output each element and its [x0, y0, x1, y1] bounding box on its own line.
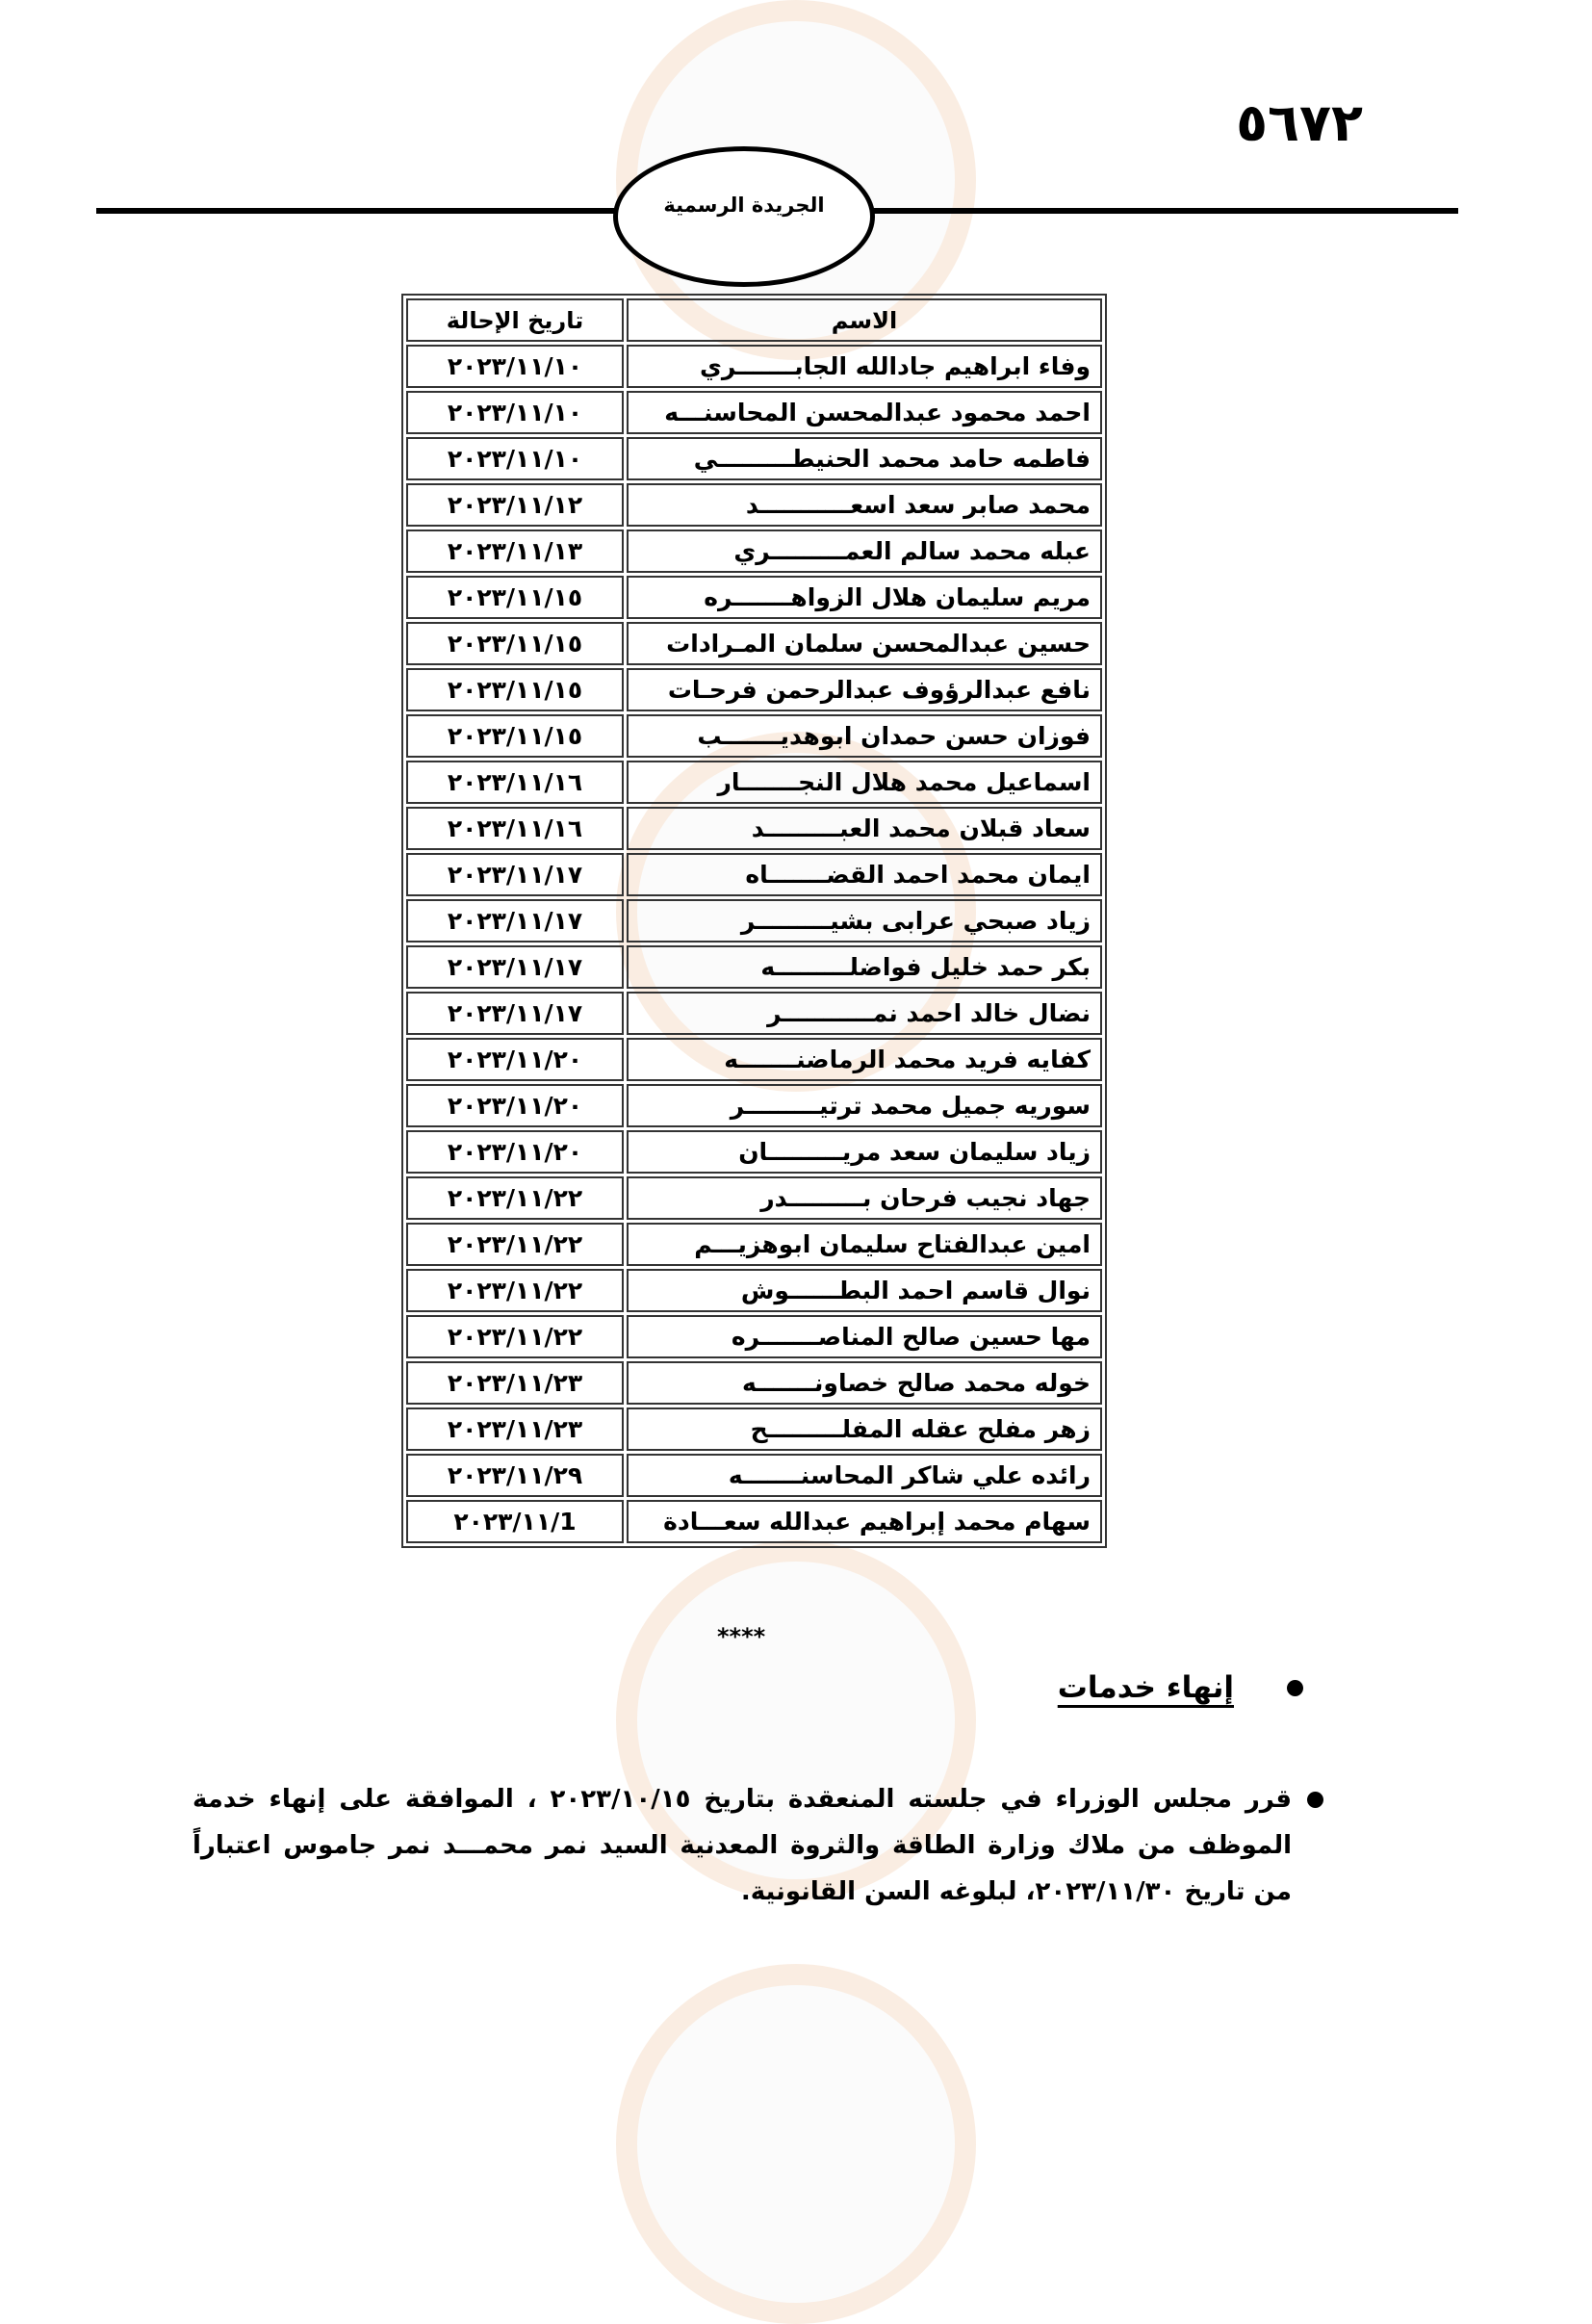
table-row — [406, 714, 1102, 758]
table-row — [406, 1130, 1102, 1174]
table-row — [406, 1084, 1102, 1127]
watermark-clock — [616, 1964, 976, 2324]
table-row — [406, 1454, 1102, 1497]
cell-date: ٢٠٢٣/١١/٢٢ — [406, 1176, 624, 1220]
table-row — [406, 345, 1102, 388]
table-row — [406, 1223, 1102, 1266]
cell-date: ٢٠٢٣/١١/1 — [406, 1500, 624, 1543]
cell-date: ٢٠٢٣/١١/١٥ — [406, 668, 624, 711]
cell-name: سعاد قبلان محمد العبـــــــــد — [627, 807, 1102, 850]
cell-date: ٢٠٢٣/١١/٢٢ — [406, 1223, 624, 1266]
cell-name: سهام محمد إبراهيم عبدالله سعـــادة — [627, 1500, 1102, 1543]
cell-name: رائده علي شاكر المحاسنـــــــه — [627, 1454, 1102, 1497]
cell-date: ٢٠٢٣/١١/٢٢ — [406, 1315, 624, 1358]
section-heading-row — [1058, 1670, 1303, 1705]
separator-stars: **** — [717, 1623, 766, 1650]
cell-name: زهر مفلح عقله المفلـــــــــح — [627, 1407, 1102, 1451]
cell-date: ٢٠٢٣/١١/٢٣ — [406, 1361, 624, 1405]
table-row — [406, 1500, 1102, 1543]
cell-date: ٢٠٢٣/١١/١٧ — [406, 945, 624, 989]
cell-name: مريم سليمان هلال الزواهـــــــره — [627, 576, 1102, 619]
table-row — [406, 483, 1102, 527]
cell-date: ٢٠٢٣/١١/١٦ — [406, 761, 624, 804]
bullet-icon — [1287, 1680, 1303, 1696]
table-row — [406, 437, 1102, 480]
cell-date: ٢٠٢٣/١١/١٣ — [406, 529, 624, 573]
cell-date: ٢٠٢٣/١١/٢٣ — [406, 1407, 624, 1451]
cell-name: جهاد نجيب فرحان بـــــــــدر — [627, 1176, 1102, 1220]
cell-name: وفاء ابراهيم جادالله الجابـــــــري — [627, 345, 1102, 388]
cell-name: عبله محمد سالم العمـــــــــري — [627, 529, 1102, 573]
table-row — [406, 1361, 1102, 1405]
cell-name: فوزان حسن حمدان ابوهديـــــــب — [627, 714, 1102, 758]
gazette-title-oval — [613, 146, 875, 287]
cell-name: ايمان محمد احمد القضـــــــاه — [627, 853, 1102, 896]
table-row — [406, 1038, 1102, 1081]
cell-name: سوريه جميل محمد ترتيـــــــــر — [627, 1084, 1102, 1127]
column-header-date: تاريخ الإحالة — [406, 298, 624, 342]
cell-date: ٢٠٢٣/١١/٢٠ — [406, 1130, 624, 1174]
column-header-name: الاسم — [627, 298, 1102, 342]
retirement-table — [401, 294, 1107, 1548]
table-row — [406, 1269, 1102, 1312]
cell-name: زياد صبحي عرابى بشيـــــــــر — [627, 899, 1102, 943]
table-row — [406, 668, 1102, 711]
cell-date: ٢٠٢٣/١١/٢٠ — [406, 1038, 624, 1081]
cell-name: نافع عبدالرؤوف عبدالرحمن فرحـات — [627, 668, 1102, 711]
table-row — [406, 761, 1102, 804]
cell-name: زياد سليمان سعد مريـــــــــان — [627, 1130, 1102, 1174]
cell-name: اسماعيل محمد هلال النجـــــــار — [627, 761, 1102, 804]
table-row — [406, 899, 1102, 943]
table-row — [406, 1407, 1102, 1451]
cell-name: نوال قاسم احمد البطــــــوش — [627, 1269, 1102, 1312]
bullet-icon — [1307, 1792, 1323, 1808]
cell-date: ٢٠٢٣/١١/١٠ — [406, 391, 624, 434]
cell-date: ٢٠٢٣/١١/٢٢ — [406, 1269, 624, 1312]
cell-date: ٢٠٢٣/١١/١٧ — [406, 899, 624, 943]
table-row — [406, 1176, 1102, 1220]
table-row — [406, 992, 1102, 1035]
table-row — [406, 576, 1102, 619]
table-row — [406, 945, 1102, 989]
cell-date: ٢٠٢٣/١١/١٧ — [406, 853, 624, 896]
cell-date: ٢٠٢٣/١١/١٥ — [406, 576, 624, 619]
cell-name: امين عبدالفتاح سليمان ابوهزيـــم — [627, 1223, 1102, 1266]
cell-name: نضال خالد احمد نمـــــــــــر — [627, 992, 1102, 1035]
cell-date: ٢٠٢٣/١١/١٧ — [406, 992, 624, 1035]
cell-date: ٢٠٢٣/١١/١٥ — [406, 714, 624, 758]
cell-name: احمد محمود عبدالمحسن المحاسنـــه — [627, 391, 1102, 434]
cell-name: فاطمه حامد محمد الحنيطـــــــــي — [627, 437, 1102, 480]
cell-name: حسين عبدالمحسن سلمان المـرادات — [627, 622, 1102, 665]
table-row — [406, 622, 1102, 665]
section-heading: إنهاء خدمات — [1057, 1670, 1234, 1705]
cell-date: ٢٠٢٣/١١/٢٩ — [406, 1454, 624, 1497]
cell-name: خوله محمد صالح خصاونـــــــه — [627, 1361, 1102, 1405]
cell-date: ٢٠٢٣/١١/١٠ — [406, 437, 624, 480]
decision-paragraph — [193, 1776, 1323, 1915]
cell-date: ٢٠٢٣/١١/١٦ — [406, 807, 624, 850]
cell-date: ٢٠٢٣/١١/١٢ — [406, 483, 624, 527]
table-row — [406, 391, 1102, 434]
table-row — [406, 529, 1102, 573]
cell-name: محمد صابر سعد اسعـــــــــــد — [627, 483, 1102, 527]
table-row — [406, 807, 1102, 850]
table-header-row — [406, 298, 1102, 342]
table-row — [406, 853, 1102, 896]
table-row — [406, 1315, 1102, 1358]
cell-date: ٢٠٢٣/١١/١٠ — [406, 345, 624, 388]
cell-name: مها حسين صالح المناصـــــــره — [627, 1315, 1102, 1358]
cell-date: ٢٠٢٣/١١/١٥ — [406, 622, 624, 665]
gazette-title: الجريدة الرسمية — [663, 194, 825, 217]
cell-date: ٢٠٢٣/١١/٢٠ — [406, 1084, 624, 1127]
cell-name: كفايه فريد محمد الرماضنـــــــه — [627, 1038, 1102, 1081]
cell-name: بكر حمد خليل فواضلـــــــــه — [627, 945, 1102, 989]
decision-text: قرر مجلس الوزراء في جلسته المنعقدة بتاريخ ٢٠٢٣/١٠/١٥ ، الموافقة على إنهاء خدمة الموظف من ملاك وزارة الطاقة والثروة المعدنية السيد نمر محمـــد نمر جاموس اعتباراً من تاريخ ٢٠٢٣/١١/٣٠، لبلوغه السن القانونية. — [193, 1785, 1293, 1906]
page-number: ٥٦٧٢ — [1236, 92, 1363, 153]
